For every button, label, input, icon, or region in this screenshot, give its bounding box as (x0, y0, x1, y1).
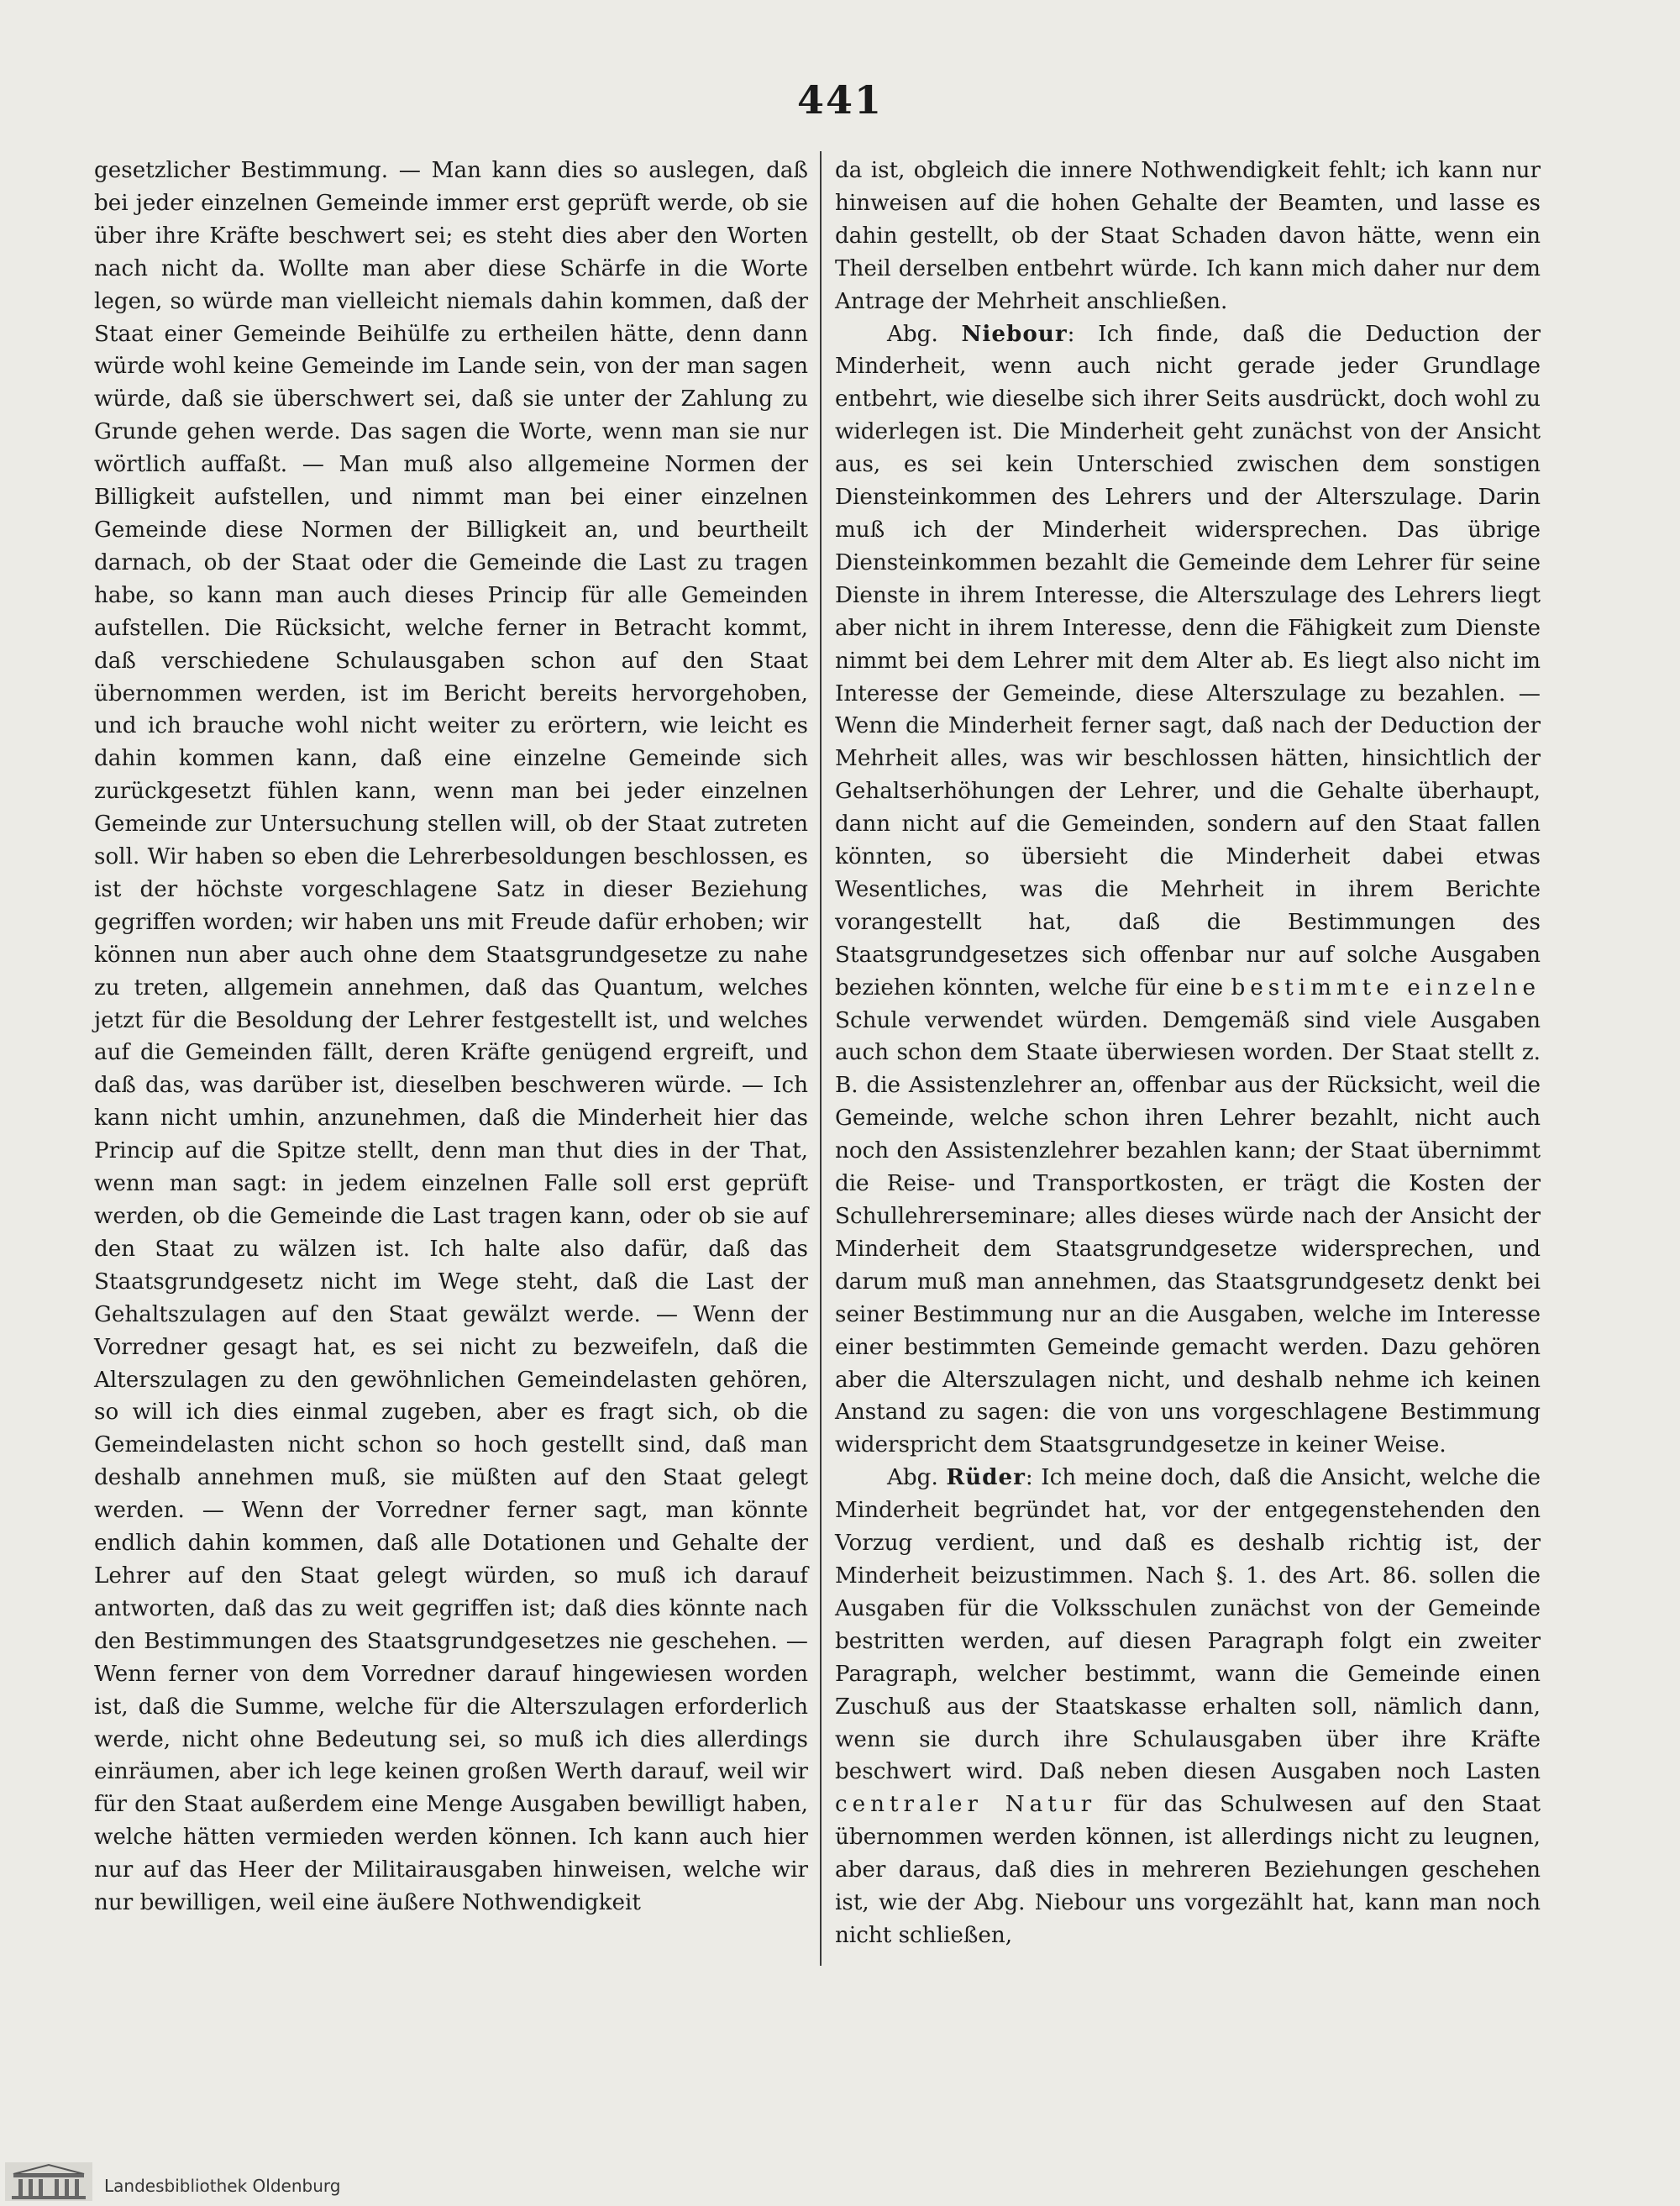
left-column-text: gesetzlicher Bestimmung. — Man kann dies so auslegen, daß bei jeder einzelnen Gemeinde immer erst geprüft werde, ob sie über ihre Kräfte beschwert sei; es steht dies aber den Worten nach nicht da. Wollte man aber diese Schärfe in die Worte legen, so würde man vielleicht niemals dahin kommen, daß der Staat einer Gemeinde Beihülfe zu ertheilen hätte, denn dann würde wohl keine Gemeinde im Lande sein, von der man sagen würde, daß sie überschwert sei, daß sie unter der Zahlung zu Grunde gehen werde. Das sagen die Worte, wenn man sie nur wörtlich auffaßt. — Man muß also allgemeine Normen der Billigkeit aufstellen, und nimmt man bei einer einzelnen Gemeinde diese Normen der Billigkeit an, und beurtheilt darnach, ob der Staat oder die Gemeinde die Last zu tragen habe, so kann man auch dieses Princip für alle Gemeinden aufstellen. Die Rücksicht, welche ferner in Betracht kommt, daß verschiedene Schulausgaben schon auf den Staat übernommen werden, ist im Bericht bereits hervorgehoben, und ich brauche wohl nicht weiter zu erörtern, wie leicht es dahin kommen kann, daß eine einzelne Gemeinde sich zurückgesetzt fühlen kann, wenn man bei jeder einzelnen Gemeinde zur Untersuchung stellen will, ob der Staat zutreten soll. Wir haben so eben die Lehrerbesoldungen beschlossen, es ist der höchste vorgeschlagene Satz in dieser Beziehung gegriffen worden; wir haben uns mit Freude dafür erhoben; wir können nun aber auch ohne dem Staatsgrundgesetze zu nahe zu treten, allgemein annehmen, daß das Quantum, welches jetzt für die Besoldung der Lehrer festgestellt ist, und welches auf die Gemeinden fällt, deren Kräfte genügend ergreift, und daß das, was darüber ist, dieselben beschweren würde. — Ich kann nicht umhin, anzunehmen, daß die Minderheit hier das Princip auf die Spitze stellt, denn man thut dies in der That, wenn man sagt: in jedem einzelnen Falle soll erst geprüft werden, ob die Gemeinde die Last tragen kann, oder ob sie auf den Staat zu wälzen ist. Ich halte also dafür, daß das Staatsgrundgesetz nicht im Wege steht, daß die Last der Gehaltszulagen auf den Staat gewälzt werde. — Wenn der Vorredner gesagt hat, es sei nicht zu bezweifeln, daß die Alterszulagen zu den gewöhnlichen Gemeindelasten gehören, so will ich dies einmal zugeben, aber es fragt sich, ob die Gemeindelasten nicht schon so hoch gestellt sind, daß man deshalb annehmen muß, sie müßten auf den Staat gelegt werden. — Wenn der Vorredner ferner sagt, man könnte endlich dahin kommen, daß alle Dotationen und Gehalte der Lehrer auf den Staat gelegt würden, so muß ich darauf antworten, daß das zu weit gegriffen ist; daß dies könnte nach den Bestimmungen des Staatsgrundgesetzes nie geschehen. — Wenn ferner von dem Vorredner darauf hingewiesen worden ist, daß die Summe, welche für die Alterszulagen erforderlich werde, nicht ohne Bedeutung sei, so muß ich dies allerdings einräumen, aber ich lege keinen großen Werth darauf, weil wir für den Staat außerdem eine Menge Ausgaben bewilligt haben, welche hätten vermieden werden können. Ich kann auch hier nur auf das Heer der Militairausgaben hinweisen, welche wir nur bewilligen, weil eine äußere Nothwendigkeit (94, 158, 808, 1916)
speaker-name: Niebour (961, 320, 1068, 347)
speech-text: : Ich meine doch, daß die Ansicht, welche die Minderheit begründet hat, vor der entgegenstehenden den Vorzug verdient, und daß es deshalb richtig ist, der Minderheit beizustimmen. Nach §. 1. des Art. 86. sollen die Ausgaben für die Volksschulen zunächst von der Gemeinde bestritten werden, auf diesen Paragraph folgt ein zweiter Paragraph, welcher bestimmt, wann die Gemeinde einen Zuschuß aus der Staatskasse erhalten soll, nämlich dann, wenn sie durch ihre Schulausgaben über ihre Kräfte beschwert wird. Daß neben diesen Ausgaben noch Lasten (835, 1465, 1541, 1785)
footer-library-name: Landesbibliothek Oldenburg (104, 2176, 341, 2196)
spaced-emphasis: centraler Natur (835, 1792, 1097, 1818)
spaced-emphasis: bestimmte einzelne (1231, 974, 1541, 1001)
speech-text-continued: Schule verwendet würden. Demgemäß sind viele Ausgaben auch schon dem Staate überwiesen worden. Der Staat stellt z. B. die Assistenzlehrer an, offenbar aus der Rücksicht, weil die Gemeinde, welche schon ihren Lehrer bezahlt, nicht auch noch den Assistenzlehrer bezahlen kann; der Staat übernimmt die Reise- und Transportkosten, er trägt die Kosten der Schullehrerseminare; alles dieses würde nach der Ansicht der Minderheit dem Staatsgrundgesetze widersprechen, und darum muß man annehmen, das Staatsgrundgesetz denkt bei seiner Bestimmung nur an die Ausgaben, welche im Interesse einer bestimmten Gemeinde gemacht werden. Dazu gehören aber die Alterszulagen nicht, und deshalb nehme ich keinen Anstand zu sagen: die von uns vorgeschlagene Bestimmung widerspricht dem Staatsgrundgesetze in keiner Weise. (835, 1007, 1541, 1458)
speech-text-continued: für das Schulwesen auf den Staat übernommen werden können, ist allerdings nicht zu leugnen, aber daraus, daß dies in mehreren Beziehungen geschehen ist, wie der Abg. Niebour uns vorgezählt hat, kann man noch nicht schließen, (835, 1792, 1541, 1948)
page-number: 441 (796, 77, 884, 123)
speech-rueder (835, 1462, 1541, 1952)
speaker-prefix: Abg. (887, 321, 938, 347)
speech-niebour (835, 318, 1541, 1463)
speech-text: : Ich finde, daß die Deduction der Minderheit, wenn auch nicht gerade jeder Grundlage entbehrt, wie dieselbe sich ihrer Seits ausdrückt, doch wohl zu widerlegen ist. Die Minderheit geht zunächst von der Ansicht aus, es sei kein Unterschied zwischen dem sonstigen Diensteinkommen des Lehrers und der Alterszulage. Darin muß ich der Minderheit widersprechen. Das übrige Diensteinkommen bezahlt die Gemeinde dem Lehrer für seine Dienste in ihrem Interesse, die Alterszulage des Lehrers liegt aber nicht in ihrem Interesse, denn die Fähigkeit zum Dienste nimmt bei dem Lehrer mit dem Alter ab. Es liegt also nicht im Interesse der Gemeinde, diese Alterszulage zu bezahlen. — Wenn die Minderheit ferner sagt, daß nach der Deduction der Mehrheit alles, was wir beschlossen hätten, hinsichtlich der Gehaltserhöhungen der Lehrer, und die Gehalte überhaupt, dann nicht auf die Gemeinden, sondern auf den Staat fallen könnten, so übersieht die Minderheit dabei etwas Wesentliches, was die Mehrheit in ihrem Berichte vorangestellt hat, daß die Bestimmungen des Staatsgrundgesetzes sich offenbar nur auf solche Ausgaben beziehen könnten, welche für eine (835, 321, 1541, 1001)
column-divider (820, 151, 822, 1966)
left-column (94, 155, 808, 1920)
right-column-intro: da ist, obgleich die innere Nothwendigkeit fehlt; ich kann nur hinweisen auf die hohen Gehalte der Beamten, und lasse es dahin gestellt, ob der Staat Schaden davon hätte, wenn ein Theil derselben entbehrt würde. Ich kann mich daher nur dem Antrage der Mehrheit anschließen. (835, 158, 1541, 314)
speaker-prefix: Abg. (887, 1465, 938, 1491)
right-column (835, 155, 1541, 1952)
library-building-icon (5, 2162, 92, 2201)
speaker-name: Rüder (946, 1464, 1026, 1491)
